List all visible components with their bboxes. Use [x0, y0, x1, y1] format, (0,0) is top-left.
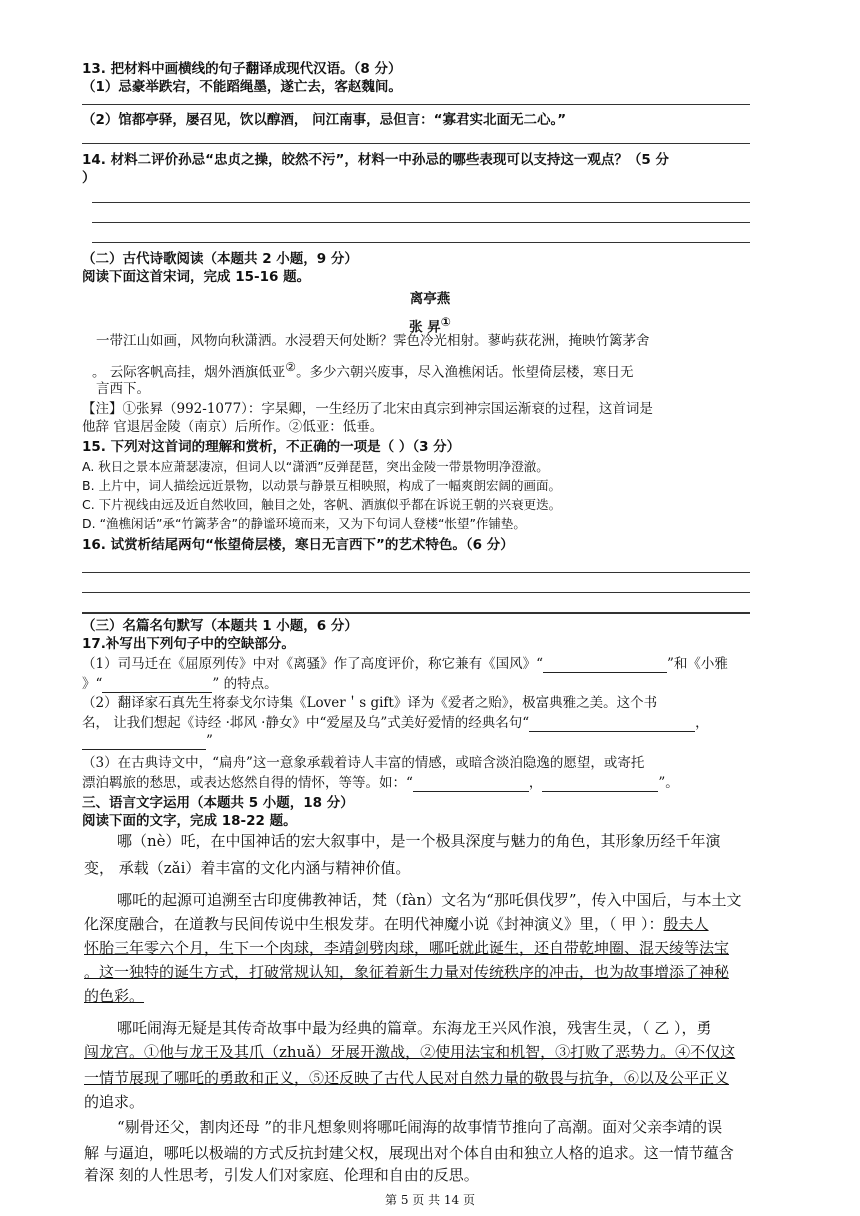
q17-line-4: 名， 让我们想起《诗经 ·邶风 ·静女》中“爱屋及乌”式美好爱情的经典名句“ ， — [82, 715, 709, 731]
poem-title: 离亭燕 — [409, 291, 451, 307]
blank-field[interactable] — [543, 659, 667, 673]
answer-line — [92, 202, 750, 203]
q17-title: 17.补写出下列句子中的空缺部分。 — [82, 636, 295, 652]
poem-note-1: 【注】①张昪（992-1077）：字杲卿，一生经历了北宋由真宗到神宗国运渐衰的过程，这首词是 — [82, 401, 653, 417]
q15-option-a: A. 秋日之景本应萧瑟凄凉，但词人以“潇洒”反弹琵琶，突出金陵一带景物明净澄澈。 — [82, 459, 549, 474]
q15-title: 15. 下列对这首词的理解和赏析，不正确的一项是（ ）（3 分） — [82, 439, 461, 455]
q13-sentence-1: （1）忌豪举跌宕，不能蹈绳墨，遂亡去，客赵魏间。 — [82, 79, 402, 95]
passage-p2-line-5: 的色彩。 — [84, 987, 145, 1005]
section-2-title: （二）古代诗歌阅读（本题共 2 小题，9 分） — [82, 251, 358, 267]
blank-field[interactable] — [542, 778, 658, 792]
answer-line — [92, 222, 750, 223]
page-footer: 第 5 页 共 14 页 — [385, 1193, 475, 1207]
passage-p2-line-1: 哪吒的起源可追溯至古印度佛教神话，梵（fàn）文名为“那吒俱伐罗”，传入中国后，与本土文 — [117, 891, 742, 909]
q17-line-7: 漂泊羁旅的愁思，或表达悠然自得的情怀，等等。如：“ ， ”。 — [82, 775, 679, 791]
blank-field[interactable] — [82, 736, 206, 750]
passage-p2-line-4: 。这一独特的诞生方式，打破常规认知，象征着新生力量对传统秩序的冲击，也为故事增添了神秘 — [84, 963, 730, 981]
blank-field[interactable] — [102, 679, 212, 693]
q17-line-6: （3）在古典诗文中，“扁舟”这一意象承载着诗人丰富的情感，或暗含淡泊隐逸的愿望，或寄托 — [82, 755, 645, 771]
passage-p3-line-2: 闯龙宫。①他与龙王及其爪（zhuǎ）牙展开激战，②使用法宝和机智，③打败了恶势力。④不仅这 — [84, 1043, 736, 1061]
passage-p4-line-1: “剔骨还父，割肉还母 ”的非凡想象则将哪吒闹海的故事情节推向了高潮。面对父亲李靖的误 — [117, 1118, 723, 1136]
passage-p1-line-1: 哪（nè）吒，在中国神话的宏大叙事中，是一个极具深度与魅力的角色，其形象历经千年演 — [117, 832, 721, 850]
passage-p2-line-3: 怀胎三年零六个月，生下一个肉球，李靖剑劈肉球，哪吒就此诞生，还自带乾坤圈、混天绫等法宝 — [84, 939, 730, 957]
q15-option-c: C. 下片视线由远及近自然收回，触目之处，客帆、酒旗似乎都在诉说王朝的兴衰更迭。 — [82, 497, 562, 512]
q15-option-b: B. 上片中，词人描绘远近景物，以动景与静景互相映照，构成了一幅爽朗宏阔的画面。 — [82, 478, 562, 493]
q13-title: 13. 把材料中画横线的句子翻译成现代汉语。（8 分） — [82, 61, 402, 77]
part-3-title: 三、语言文字运用（本题共 5 小题，18 分） — [82, 795, 354, 811]
passage-p4-line-3: 着深 刻的人性思考，引发人们对家庭、伦理和自由的反思。 — [84, 1166, 479, 1184]
q17-line-1: （1）司马迁在《屈原列传》中对《离骚》作了高度评价，称它兼有《国风》“ ”和《小雅 — [82, 656, 728, 672]
answer-line — [92, 242, 750, 243]
poem-note-2: 他辞 官退居金陵（南京）后所作。②低亚：低垂。 — [82, 419, 384, 435]
q15-option-d: D. “渔樵闲话”承“竹篱茅舍”的静谧环境而来，又为下句词人登楼“怅望”作铺垫。 — [82, 516, 526, 531]
answer-line — [82, 592, 750, 593]
q16-title: 16. 试赏析结尾两句“怅望倚层楼，寒日无言西下”的艺术特色。（6 分） — [82, 537, 514, 553]
poem-line-3: 言西下。 — [96, 381, 150, 397]
q14-tail: ） — [82, 170, 96, 186]
passage-p3-line-1: 哪吒闹海无疑是其传奇故事中最为经典的篇章。东海龙王兴风作浪，残害生灵，（ 乙 ），勇 — [117, 1019, 712, 1037]
q17-line-2: 》“ ” 的特点。 — [82, 676, 278, 692]
blank-field[interactable] — [413, 778, 529, 792]
q17-line-5: ” — [82, 732, 213, 750]
poem-line-1: 一带江山如画，风物向秋潇洒。水浸碧天何处断？霁色冷光相射。蓼屿荻花洲，掩映竹篱茅舍 — [96, 333, 650, 349]
passage-p1-line-2: 变， 承载（zǎi）着丰富的文化内涵与精神价值。 — [84, 859, 411, 877]
q17-line-3: （2）翻译家石真先生将泰戈尔诗集《Lover＇s gift》译为《爱者之贻》，极富典雅之美。这个书 — [82, 695, 658, 711]
passage-p4-line-2: 解 与逼迫，哪吒以极端的方式反抗封建父权，展现出对个体自由和独立人格的追求。这一情节蕴含 — [84, 1144, 734, 1162]
poem-line-2: 。 云际客帆高挂，烟外酒旗低亚②。多少六朝兴废事，尽入渔樵闲话。怅望倚层楼，寒日无 — [92, 360, 634, 381]
part-3-intro: 阅读下面的文字，完成 18-22 题。 — [82, 813, 297, 829]
passage-p2-line-2: 化深度融合，在道教与民间传说中生根发芽。在明代神魔小说《封神演义》里，（ 甲 ）：殷夫人 — [84, 915, 709, 933]
answer-line — [82, 612, 750, 614]
passage-p3-line-3: 一情节展现了哪吒的勇敢和正义，⑤还反映了古代人民对自然力量的敬畏与抗争，⑥以及公平正义 — [84, 1069, 730, 1087]
section-2-intro: 阅读下面这首宋词，完成 15-16 题。 — [82, 269, 311, 285]
answer-line — [82, 143, 750, 144]
passage-p3-line-4: 的追求。 — [84, 1093, 145, 1111]
q14-title: 14. 材料二评价孙忌“忠贞之操，皎然不污”，材料一中孙忌的哪些表现可以支持这一观点？（5 分 — [82, 152, 669, 168]
answer-line — [82, 104, 750, 105]
poem-author: 张 昇① — [409, 315, 451, 336]
blank-field[interactable] — [529, 718, 695, 732]
q13-sentence-2: （2）馆都亭驿，屡召见，饮以醇酒， 问江南事，忌但言：“寡君实北面无二心。” — [82, 112, 567, 128]
section-3-title: （三）名篇名句默写（本题共 1 小题，6 分） — [82, 618, 358, 634]
answer-line — [82, 572, 750, 573]
